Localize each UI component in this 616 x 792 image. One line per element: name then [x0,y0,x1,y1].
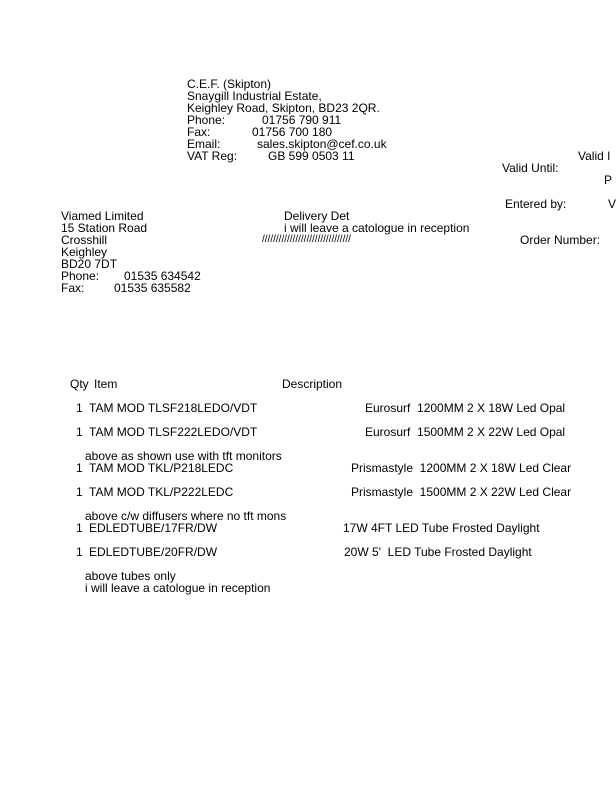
order-number-label: Order Number: [520,233,601,247]
customer-phone-label: Phone: [61,269,100,283]
customer-phone: 01535 634542 [124,269,201,283]
supplier-name: C.E.F. (Skipton) [187,77,272,91]
supplier-email: sales.skipton@cef.co.uk [257,137,387,151]
supplier-address-line1: Snaygill Industrial Estate, [187,89,322,103]
delivery-label: Delivery Det [284,209,350,223]
valid-label-cut: Valid I [578,149,611,163]
line-item: EDLEDTUBE/20FR/DW [89,545,218,559]
delivery-slashes: //////////////////////////////// [262,234,351,245]
line-qty: 1 [76,521,83,535]
line-item: TAM MOD TKL/P218LEDC [89,461,234,475]
supplier-vat: GB 599 0503 11 [268,149,355,163]
entered-by-value-cut: V [608,197,616,211]
line-qty: 1 [76,461,83,475]
item-header: Item [94,377,118,391]
customer-address-line2: Crosshill [61,233,108,247]
line-note: above tubes only [85,569,176,583]
customer-fax-label: Fax: [61,281,85,295]
supplier-fax-label: Fax: [187,125,211,139]
supplier-address-line2: Keighley Road, Skipton, BD23 2QR. [187,101,380,115]
supplier-phone-label: Phone: [187,113,226,127]
line-item: EDLEDTUBE/17FR/DW [89,521,218,535]
customer-address-line1: 15 Station Road [61,221,148,235]
line-item: TAM MOD TLSF218LEDO/VDT [89,401,258,415]
line-description: Prismastyle 1500MM 2 X 22W Led Clear [351,485,572,499]
qty-header: Qty [70,377,89,391]
description-header: Description [282,377,343,391]
supplier-fax: 01756 700 180 [252,125,333,139]
line-description: 20W 5' LED Tube Frosted Daylight [344,545,532,559]
supplier-phone: 01756 790 911 [262,113,342,127]
line-item: TAM MOD TKL/P222LEDC [89,485,234,499]
line-note: i will leave a catologue in reception [85,581,271,595]
line-note: above as shown use with tft monitors [85,449,282,463]
delivery-note: i will leave a catologue in reception [284,221,470,235]
customer-fax: 01535 635582 [114,281,191,295]
entered-by-label: Entered by: [505,197,567,211]
line-description: 17W 4FT LED Tube Frosted Daylight [343,521,540,535]
line-qty: 1 [76,545,83,559]
line-qty: 1 [76,485,83,499]
p-label-cut: P [604,173,613,187]
customer-postcode: BD20 7DT [61,257,118,271]
supplier-vat-label: VAT Reg: [187,149,238,163]
valid-until-label: Valid Until: [502,161,559,175]
customer-address-line3: Keighley [61,245,108,259]
line-note: above c/w diffusers where no tft mons [85,509,287,523]
line-description: Prismastyle 1200MM 2 X 18W Led Clear [351,461,572,475]
line-qty: 1 [76,425,83,439]
customer-name: Viamed Limited [61,209,144,223]
line-description: Eurosurf 1200MM 2 X 18W Led Opal [365,401,566,415]
supplier-email-label: Email: [187,137,221,151]
line-qty: 1 [76,401,83,415]
line-description: Eurosurf 1500MM 2 X 22W Led Opal [365,425,566,439]
line-item: TAM MOD TLSF222LEDO/VDT [89,425,258,439]
